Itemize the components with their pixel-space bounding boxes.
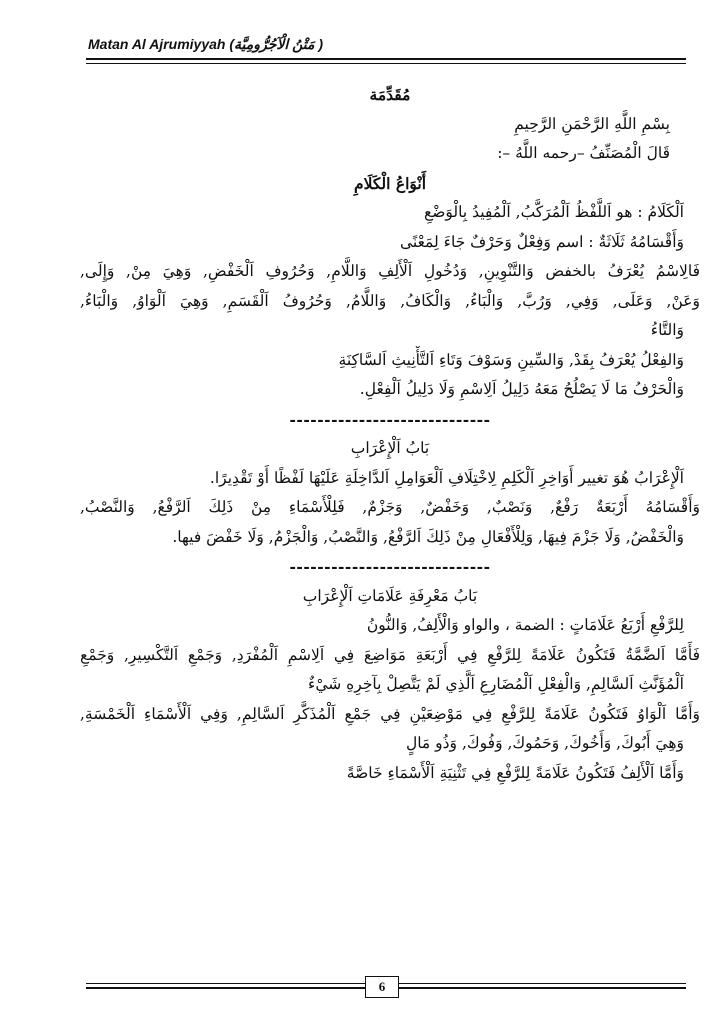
page-number: 6 <box>365 976 399 998</box>
text-line: لِلرَّفْعِ أَرْبَعُ عَلَامَاتٍ : الضمة ، والواو وَالْأَلِفُ, وَالنُّونُ <box>366 616 684 634</box>
section-heading: مُقَدِّمَة <box>369 85 411 104</box>
text-line: قَالَ الْمُصَنِّفُ –رحمه اللَّهُ –: <box>497 144 670 162</box>
text-line: وَالفِعْلُ يُعْرَفُ بِقَدْ, وَالسِّينِ وَسَوْفَ وَتَاءِ اَلتَّأْنِيثِ اَلسَّاكِنَةِ <box>338 350 684 369</box>
section-heading: بَابُ اَلْإِعْرَابِ <box>350 439 430 457</box>
text-line: وَأَمَّا اَلْوَاوُ فَتَكُونُ عَلَامَةً لِلرَّفْعِ فِي مَوْضِعَيْنِ فِي جَمْعِ اَلْمُذَكَّرِ اَلسَّالِمِ, وَفِي اَلْأَسْمَاءِ اَلْخَمْسَةِ, <box>80 704 700 723</box>
text-line: وَأَمَّا اَلْأَلِفُ فَتَكُونُ عَلَامَةً لِلرَّفْعِ فِي تَثْنِيَةِ اَلْأَسْمَاءِ خَاصَّةً <box>346 763 684 782</box>
header-rule-thick <box>86 58 686 60</box>
text-line: وَعَنْ, وَعَلَى, وَفِي, وَرُبَّ, وَالْبَاءُ, وَالْكَافُ, وَاللَّامُ, وَحُرُوفُ اَلْقَسَمِ, وَهِيَ اَلْوَاوُ, وَالْبَاءُ, <box>80 291 700 310</box>
text-line: فَالِاسْمُ يُعْرَفُ بالخفض وَالتَّنْوِينِ, وَدُخُولِ اَلْأَلِفِ وَاللَّامِ, وَحُرُوفِ اَلْخَفْضِ, وَهِيَ مِنْ, وَإِلَى, <box>80 262 700 280</box>
text-line: فَأَمَّا اَلضَّمَّةُ فَتَكُونُ عَلَامَةً لِلرَّفْعِ فِي أَرْبَعَةِ مَوَاضِعَ فِي اَلِاسْمِ اَلْمُفْرَدِ, وَجَمْعِ اَلتَّكْسِيرِ, وَجَمْعِ <box>80 645 700 664</box>
text-line: وَالْخَفْضُ, وَلَا جَزْمَ فِيهَا, وَلِلْأَفْعَالِ مِنْ ذَلِكَ اَلرَّفْعُ, وَالنَّصْبُ, وَالْجَزْمُ, وَلَا خَفْضَ فيها. <box>172 527 684 546</box>
text-line: بِسْمِ اللَّهِ الرَّحْمَنِ الرَّحِيمِ <box>514 114 670 133</box>
text-line: اَلْكَلَامُ : هو اَللَّفْظُ اَلْمُرَكَّبُ, اَلْمُفِيدُ بِالْوَضْعِ <box>423 203 684 221</box>
page-header-title: Matan Al Ajrumiyyah (مَتْنُ الْآجُرُّومِيَّة ) <box>88 36 324 52</box>
section-divider: ----------------------------- <box>289 557 491 576</box>
text-line: وَالتَّاءُ <box>650 321 684 339</box>
text-line: اَلْإِعْرَابُ هُوَ تغيير أَوَاخِرِ اَلْكَلِمِ لِاخْتِلَافِ اَلْعَوَامِلِ اَلدَّاخِلَةِ عَلَيْهَا لَفْظًا أَوْ تَقْدِيرًا. <box>209 468 684 487</box>
document-body <box>80 80 700 788</box>
section-heading: بَابُ مَعْرِفَةِ عَلَامَاتِ اَلْإِعْرَابِ <box>302 586 478 605</box>
text-line: وَأَقْسَامُهُ أَرْبَعَةٌ رَفْعٌ, وَنَصْبٌ, وَخَفْضٌ, وَجَزْمٌ, فَلِلْأَسْمَاءِ مِنْ ذَلِكَ اَلرَّفْعُ, وَالنَّصْبُ, <box>80 498 700 516</box>
section-divider: ----------------------------- <box>289 409 491 429</box>
text-line: وَالْحَرْفُ مَا لَا يَصْلُحُ مَعَهُ دَلِيلُ اَلِاسْمِ وَلَا دَلِيلُ اَلْفِعْلِ. <box>359 380 684 398</box>
section-heading: أَنْوَاعُ الْكَلَامِ <box>353 173 426 193</box>
text-line: اَلْمُؤَنَّثِ اَلسَّالِمِ, وَالْفِعْلِ اَلْمُضَارِعِ اَلَّذِي لَمْ يَتَّصِلْ بِآخِرِهِ شَيْءٌ <box>308 675 684 693</box>
header-rule-thin <box>86 63 686 64</box>
text-line: وَأَقْسَامُهُ ثَلَاثَةٌ : اسم وَفِعْلٌ وَحَرْفٌ جَاءَ لِمَعْنًى <box>399 232 684 251</box>
text-line: وَهِيَ أَبُوكَ, وَأَخُوكَ, وَحَمُوكَ, وَفُوكَ, وَذُو مَالٍ <box>405 734 684 752</box>
